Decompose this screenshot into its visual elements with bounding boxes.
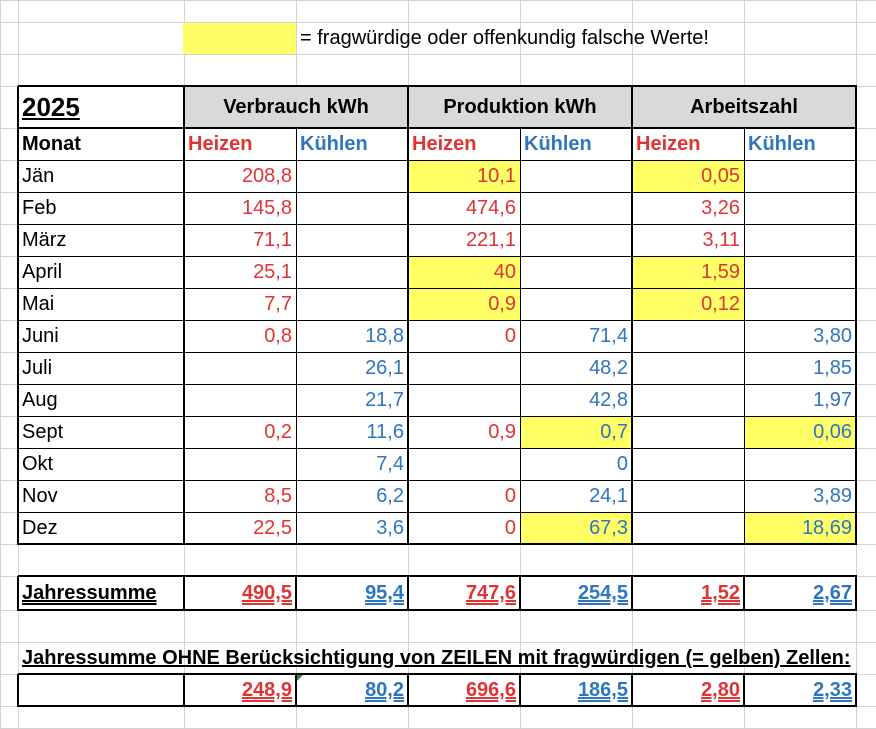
data-cell[interactable] bbox=[632, 384, 744, 416]
data-cell[interactable]: 22,5 bbox=[253, 517, 292, 539]
data-cell[interactable]: 18,69 bbox=[801, 517, 852, 539]
table-border bbox=[18, 543, 857, 545]
data-cell[interactable]: 0 bbox=[616, 453, 628, 475]
table-border bbox=[519, 674, 521, 707]
table-border bbox=[18, 192, 857, 193]
data-cell[interactable]: 0,2 bbox=[264, 421, 292, 443]
data-cell[interactable]: 0,12 bbox=[701, 293, 740, 315]
cell-comment-marker bbox=[296, 675, 303, 682]
header-produktion: Produktion kWh bbox=[443, 96, 597, 118]
header-sub-kuehlen: Kühlen bbox=[748, 133, 816, 155]
data-cell[interactable]: 0,9 bbox=[488, 421, 516, 443]
jahressumme-cell[interactable]: 95,4 bbox=[365, 582, 404, 604]
table-border bbox=[18, 160, 857, 161]
data-cell[interactable] bbox=[632, 448, 744, 480]
data-cell[interactable] bbox=[520, 288, 632, 320]
table-border bbox=[18, 673, 857, 675]
table-border bbox=[18, 609, 857, 611]
table-border bbox=[519, 576, 521, 611]
data-cell[interactable] bbox=[184, 384, 296, 416]
data-cell[interactable]: 7,4 bbox=[376, 453, 404, 475]
data-cell[interactable]: 67,3 bbox=[589, 517, 628, 539]
data-cell[interactable]: 0,05 bbox=[701, 165, 740, 187]
data-cell[interactable] bbox=[632, 320, 744, 352]
header-sub-kuehlen: Kühlen bbox=[524, 133, 592, 155]
data-cell[interactable] bbox=[520, 224, 632, 256]
table-border bbox=[183, 86, 185, 545]
table-border bbox=[295, 674, 297, 707]
data-cell[interactable]: 7,7 bbox=[264, 293, 292, 315]
table-border bbox=[296, 128, 297, 545]
table-border bbox=[18, 416, 857, 417]
table-border bbox=[18, 384, 857, 385]
table-border bbox=[743, 674, 745, 707]
month-label: Nov bbox=[22, 485, 58, 507]
table-border bbox=[18, 288, 857, 289]
data-cell[interactable] bbox=[744, 288, 856, 320]
data-cell[interactable]: 25,1 bbox=[253, 261, 292, 283]
month-label: Dez bbox=[22, 517, 58, 539]
table-border bbox=[631, 674, 633, 707]
header-monat: Monat bbox=[22, 133, 81, 155]
data-cell[interactable] bbox=[632, 512, 744, 544]
ohne-cell[interactable]: 186,5 bbox=[577, 679, 628, 701]
table-border bbox=[18, 480, 857, 481]
table-border bbox=[407, 86, 409, 545]
data-cell[interactable] bbox=[296, 256, 408, 288]
data-cell[interactable]: 0,8 bbox=[264, 325, 292, 347]
data-cell[interactable]: 3,89 bbox=[813, 485, 852, 507]
month-label: Juni bbox=[22, 325, 59, 347]
jahressumme-label: Jahressumme bbox=[22, 582, 157, 604]
data-cell[interactable]: 0 bbox=[504, 325, 516, 347]
data-cell[interactable]: 18,8 bbox=[365, 325, 404, 347]
data-cell[interactable] bbox=[744, 256, 856, 288]
jahressumme-cell[interactable]: 2,67 bbox=[813, 582, 852, 604]
ohne-label: Jahressumme OHNE Berücksichtigung von ZEILEN mit fragwürdigen (= gelben) Zellen: bbox=[22, 647, 851, 669]
table-border bbox=[407, 576, 409, 611]
ohne-cell[interactable]: 696,6 bbox=[465, 679, 516, 701]
data-cell[interactable] bbox=[744, 448, 856, 480]
table-border bbox=[183, 674, 185, 707]
data-cell[interactable] bbox=[520, 192, 632, 224]
month-label: Jän bbox=[22, 165, 55, 187]
table-border bbox=[855, 576, 857, 611]
legend-swatch bbox=[183, 23, 296, 54]
data-cell[interactable]: 145,8 bbox=[241, 197, 292, 219]
legend-text: = fragwürdige oder offenkundig falsche Werte! bbox=[300, 27, 709, 49]
data-cell[interactable] bbox=[632, 352, 744, 384]
table-border bbox=[855, 674, 857, 707]
table-border bbox=[18, 85, 857, 87]
ohne-cell[interactable]: 80,2 bbox=[365, 679, 404, 701]
data-cell[interactable] bbox=[632, 480, 744, 512]
data-cell[interactable]: 40 bbox=[493, 261, 516, 283]
table-border bbox=[743, 576, 745, 611]
data-cell[interactable]: 474,6 bbox=[465, 197, 516, 219]
table-border bbox=[18, 352, 857, 353]
data-cell[interactable]: 3,6 bbox=[376, 517, 404, 539]
data-cell[interactable]: 0,9 bbox=[488, 293, 516, 315]
data-cell[interactable]: 8,5 bbox=[264, 485, 292, 507]
month-label: Okt bbox=[22, 453, 54, 475]
data-cell[interactable]: 42,8 bbox=[589, 389, 628, 411]
month-label: Feb bbox=[22, 197, 57, 219]
table-border bbox=[631, 86, 633, 545]
data-cell[interactable] bbox=[744, 160, 856, 192]
gridline-horizontal bbox=[0, 0, 876, 1]
data-cell[interactable]: 3,11 bbox=[702, 229, 740, 251]
table-border bbox=[18, 705, 857, 707]
jahressumme-cell[interactable]: 1,52 bbox=[701, 582, 740, 604]
data-cell[interactable]: 10,1 bbox=[477, 165, 516, 187]
data-cell[interactable] bbox=[184, 352, 296, 384]
header-sub-heizen: Heizen bbox=[412, 133, 477, 155]
table-border bbox=[183, 576, 185, 611]
ohne-cell[interactable]: 2,33 bbox=[813, 679, 852, 701]
header-sub-kuehlen: Kühlen bbox=[300, 133, 368, 155]
data-cell[interactable] bbox=[408, 448, 520, 480]
data-cell[interactable]: 3,80 bbox=[813, 325, 852, 347]
table-border bbox=[18, 575, 857, 577]
jahressumme-cell[interactable]: 490,5 bbox=[241, 582, 292, 604]
data-cell[interactable] bbox=[520, 256, 632, 288]
data-cell[interactable]: 1,97 bbox=[813, 389, 852, 411]
month-label: März bbox=[22, 229, 67, 251]
month-label: Juli bbox=[22, 357, 53, 379]
data-cell[interactable]: 3,26 bbox=[701, 197, 740, 219]
table-border bbox=[855, 86, 857, 545]
gridline-horizontal bbox=[0, 54, 876, 55]
table-border bbox=[17, 86, 19, 545]
gridline-vertical bbox=[0, 0, 1, 728]
data-cell[interactable] bbox=[296, 224, 408, 256]
header-arbeitszahl: Arbeitszahl bbox=[690, 96, 798, 118]
data-cell[interactable] bbox=[408, 384, 520, 416]
ohne-cell[interactable]: 248,9 bbox=[241, 679, 292, 701]
data-cell[interactable]: 0,06 bbox=[813, 421, 852, 443]
table-border bbox=[407, 674, 409, 707]
table-border bbox=[631, 576, 633, 611]
table-border bbox=[18, 256, 857, 257]
month-label: Mai bbox=[22, 293, 55, 315]
header-sub-heizen: Heizen bbox=[188, 133, 253, 155]
data-cell[interactable] bbox=[632, 416, 744, 448]
table-border bbox=[295, 576, 297, 611]
data-cell[interactable]: 0 bbox=[504, 517, 516, 539]
data-cell[interactable]: 208,8 bbox=[241, 165, 292, 187]
data-cell[interactable]: 6,2 bbox=[376, 485, 404, 507]
data-cell[interactable] bbox=[408, 352, 520, 384]
month-label: April bbox=[22, 261, 63, 283]
data-cell[interactable] bbox=[296, 288, 408, 320]
month-label: Sept bbox=[22, 421, 64, 443]
data-cell[interactable]: 0,7 bbox=[600, 421, 628, 443]
table-border bbox=[18, 448, 857, 449]
data-cell[interactable]: 11,6 bbox=[366, 421, 404, 443]
data-cell[interactable]: 71,1 bbox=[253, 229, 292, 251]
table-border bbox=[17, 576, 19, 611]
data-cell[interactable]: 48,2 bbox=[589, 357, 628, 379]
table-border bbox=[18, 127, 857, 129]
data-cell[interactable]: 1,59 bbox=[701, 261, 740, 283]
ohne-cell[interactable]: 2,80 bbox=[701, 679, 740, 701]
data-cell[interactable]: 221,1 bbox=[465, 229, 516, 251]
table-border bbox=[18, 512, 857, 513]
data-cell[interactable] bbox=[296, 192, 408, 224]
data-cell[interactable]: 21,7 bbox=[365, 389, 404, 411]
data-cell[interactable] bbox=[296, 160, 408, 192]
table-border bbox=[18, 224, 857, 225]
jahressumme-cell[interactable]: 747,6 bbox=[465, 582, 516, 604]
data-cell[interactable]: 24,1 bbox=[589, 485, 628, 507]
data-cell[interactable]: 0 bbox=[504, 485, 516, 507]
header-verbrauch: Verbrauch kWh bbox=[223, 96, 369, 118]
data-cell[interactable]: 71,4 bbox=[589, 325, 628, 347]
jahressumme-cell[interactable]: 254,5 bbox=[577, 582, 628, 604]
table-border bbox=[744, 128, 745, 545]
data-cell[interactable]: 26,1 bbox=[365, 357, 404, 379]
table-border bbox=[18, 320, 857, 321]
data-cell[interactable] bbox=[520, 160, 632, 192]
data-cell[interactable] bbox=[184, 448, 296, 480]
data-cell[interactable]: 1,85 bbox=[813, 357, 852, 379]
data-cell[interactable] bbox=[744, 224, 856, 256]
header-sub-heizen: Heizen bbox=[636, 133, 701, 155]
table-border bbox=[17, 674, 19, 707]
data-cell[interactable] bbox=[744, 192, 856, 224]
table-border bbox=[520, 128, 521, 545]
header-year: 2025 bbox=[22, 92, 80, 122]
month-label: Aug bbox=[22, 389, 58, 411]
